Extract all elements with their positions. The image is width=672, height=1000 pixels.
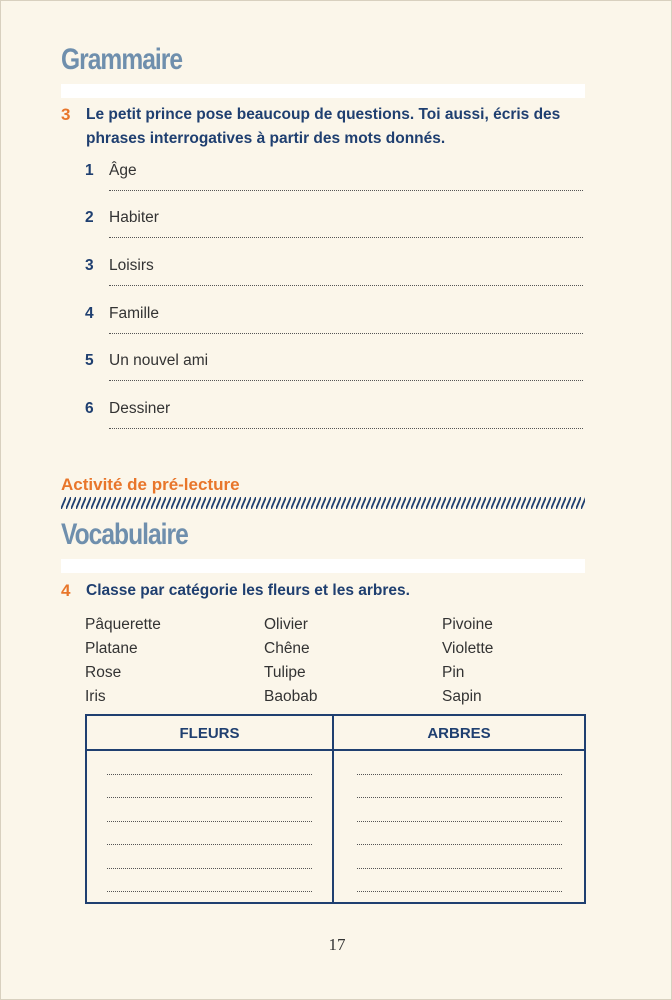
instruction-text: Classe par catégorie les fleurs et les arbres.	[86, 582, 410, 599]
exercise-number: 3	[61, 105, 71, 124]
word-item: Pâquerette	[85, 616, 161, 633]
answer-line[interactable]	[357, 798, 562, 822]
word-item: Sapin	[442, 688, 482, 705]
answer-line[interactable]	[107, 751, 312, 775]
question-keyword: Famille	[109, 305, 159, 322]
answer-line[interactable]	[109, 332, 583, 334]
question-keyword: Âge	[109, 162, 137, 179]
word-item: Chêne	[264, 640, 310, 657]
question-number: 3	[85, 257, 94, 274]
question-row	[85, 305, 585, 353]
word-column	[442, 613, 612, 709]
fleurs-answer-lines	[107, 751, 312, 892]
word-item: Platane	[85, 640, 138, 657]
question-keyword: Loisirs	[109, 257, 154, 274]
answer-line[interactable]	[357, 845, 562, 869]
answer-line[interactable]	[109, 284, 583, 286]
arbres-answer-lines	[357, 751, 562, 892]
grammar-title-band	[61, 84, 585, 98]
table-divider	[332, 716, 334, 902]
answer-line[interactable]	[109, 189, 583, 191]
answer-line[interactable]	[357, 822, 562, 846]
answer-line[interactable]	[357, 869, 562, 893]
word-column	[264, 613, 434, 709]
answer-line[interactable]	[357, 775, 562, 799]
zigzag-divider	[61, 497, 585, 509]
question-number: 5	[85, 352, 94, 369]
word-item: Olivier	[264, 616, 308, 633]
instruction-text: Le petit prince pose beaucoup de questions. Toi aussi, écris des phrases interrogatives à partir des mots donnés.	[86, 106, 561, 147]
word-item: Baobab	[264, 688, 318, 705]
question-number: 2	[85, 209, 94, 226]
question-number: 4	[85, 305, 94, 322]
vocabulary-section-title: Vocabulaire	[61, 518, 188, 551]
answer-line[interactable]	[107, 845, 312, 869]
question-keyword: Habiter	[109, 209, 159, 226]
exercise-number: 4	[61, 581, 71, 600]
vocabulary-title-band	[61, 559, 585, 573]
question-keyword: Un nouvel ami	[109, 352, 209, 369]
grammar-section-title: Grammaire	[61, 43, 183, 76]
question-row	[85, 209, 585, 257]
answer-line[interactable]	[357, 751, 562, 775]
question-keyword: Dessiner	[109, 400, 171, 417]
word-item: Pivoine	[442, 616, 493, 633]
exercise-3-instruction	[61, 103, 601, 151]
answer-line[interactable]	[107, 822, 312, 846]
header-fleurs: FLEURS	[179, 725, 240, 742]
question-row	[85, 257, 585, 305]
question-row	[85, 352, 585, 400]
classification-table	[85, 714, 586, 904]
answer-line[interactable]	[109, 236, 583, 238]
page-number: 17	[328, 935, 346, 954]
answer-line[interactable]	[109, 379, 583, 381]
table-header	[87, 716, 584, 751]
exercise-4-instruction	[61, 579, 601, 603]
header-arbres: ARBRES	[427, 725, 491, 742]
question-row	[85, 162, 585, 210]
word-item: Violette	[442, 640, 494, 657]
answer-line[interactable]	[107, 775, 312, 799]
answer-line[interactable]	[107, 869, 312, 893]
word-item: Iris	[85, 688, 106, 705]
word-item: Rose	[85, 664, 122, 681]
word-item: Pin	[442, 664, 465, 681]
question-number: 6	[85, 400, 94, 417]
question-number: 1	[85, 162, 94, 179]
word-column	[85, 613, 255, 709]
answer-line[interactable]	[109, 427, 583, 429]
answer-line[interactable]	[107, 798, 312, 822]
activity-label: Activité de pré-lecture	[61, 475, 240, 494]
question-row	[85, 400, 585, 448]
word-item: Tulipe	[264, 664, 306, 681]
